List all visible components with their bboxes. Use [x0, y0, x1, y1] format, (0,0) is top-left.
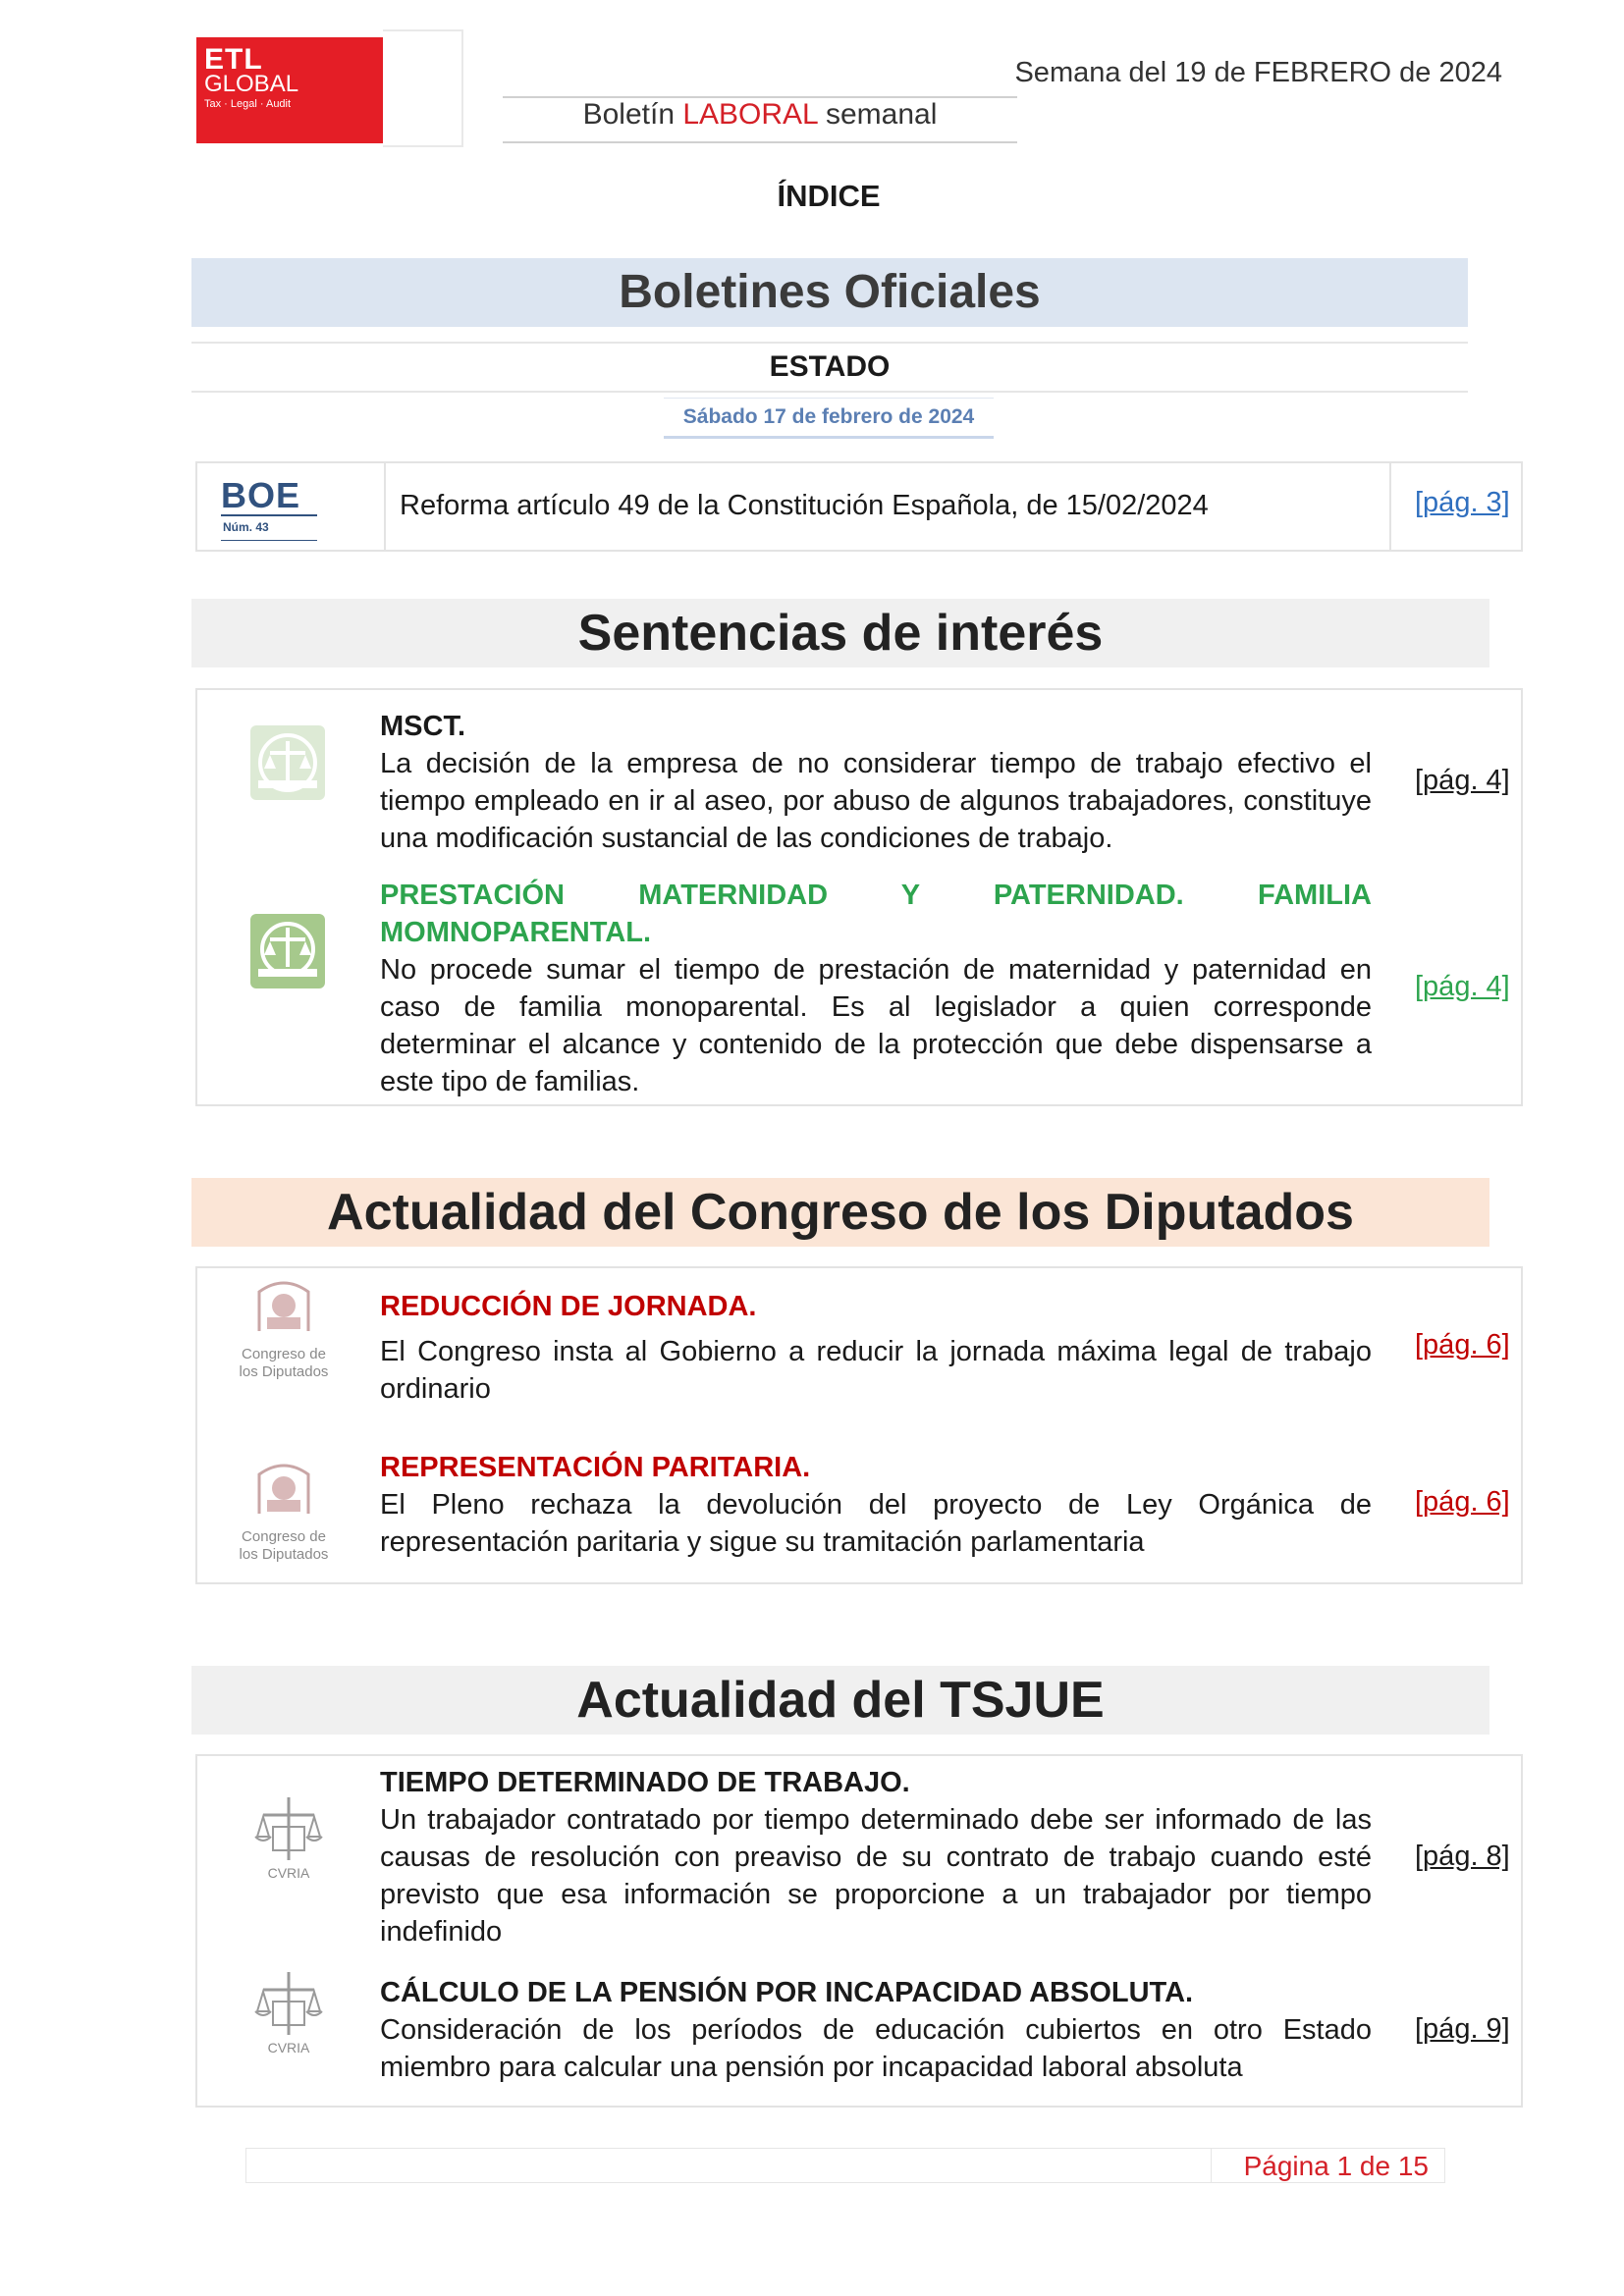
boe-logo: BOE [221, 475, 301, 515]
boe-date: Sábado 17 de febrero de 2024 [664, 398, 994, 439]
congreso-1-body: El Congreso insta al Gobierno a reducir la jornada máxima legal de trabajo ordinario [380, 1336, 1372, 1405]
estado-heading: ESTADO [191, 342, 1468, 393]
tsjue-2-body: Consideración de los períodos de educación cubiertos en otro Estado miembro para calcular una pensión por incapacidad laboral absoluta [380, 2014, 1372, 2083]
page-number: Página 1 de 15 [1243, 2151, 1429, 2181]
congreso-caption-1: Congreso de los Diputados [239, 1346, 329, 1380]
congreso-2-heading: REPRESENTACIÓN PARITARIA. [380, 1452, 811, 1483]
congreso-logo-1 [235, 1272, 333, 1400]
tsjue-box [195, 1754, 1523, 2108]
tsjue-2-page-link[interactable]: [pág. 9] [1415, 2013, 1510, 2045]
section-congreso-title: Actualidad del Congreso de los Diputados [191, 1178, 1489, 1247]
sentencia-1-heading: MSCT. [380, 711, 465, 742]
boletin-prefix: Boletín [582, 98, 683, 131]
cvria-caption-1: CVRIA [267, 1865, 310, 1881]
page-footer [245, 2148, 1445, 2183]
boe-number: Núm. 43 [223, 520, 269, 534]
section-sentencias-title: Sentencias de interés [191, 599, 1489, 667]
sentencia-item-2 [380, 877, 1372, 1100]
logo-line-3: Tax · Legal · Audit [204, 98, 292, 110]
scales-of-justice-icon-2 [248, 912, 327, 990]
congreso-item-1 [380, 1288, 1372, 1408]
congreso-logo-2 [235, 1455, 333, 1582]
tsjue-1-body: Un trabajador contratado por tiempo determinado debe ser informado de las causas de resolución con preaviso de su contrato de trabajo cuando esté previsto que esa información se proporcione a un trabajador por tiempo indefinido [380, 1804, 1372, 1948]
sentencia-2-body: No procede sumar el tiempo de prestación de maternidad y paternidad en caso de familia monoparental. Es al legislador a quien corresponde determinar el alcance y contenido de la protección que debe dispensarse a este tipo de familias. [380, 954, 1372, 1097]
boe-item-text: Reforma artículo 49 de la Constitución Española, de 15/02/2024 [400, 490, 1209, 521]
cvria-emblem-icon-2 [249, 1966, 328, 2045]
sentencias-box [195, 688, 1523, 1106]
section-tsjue-title: Actualidad del TSJUE [191, 1666, 1489, 1735]
tsjue-1-heading: TIEMPO DETERMINADO DE TRABAJO. [380, 1767, 910, 1798]
boe-page-link[interactable]: [pág. 3] [1415, 487, 1510, 518]
congreso-caption-2: Congreso de los Diputados [239, 1528, 329, 1563]
logo-line-2: GLOBAL [204, 71, 299, 97]
week-label: Semana del 19 de FEBRERO de 2024 [1014, 57, 1502, 88]
etl-global-logo [196, 37, 383, 143]
congreso-2-page-link[interactable]: [pág. 6] [1415, 1486, 1510, 1518]
scales-of-justice-icon [248, 723, 327, 802]
sentencia-2-page-link[interactable]: [pág. 4] [1415, 971, 1510, 1002]
boletin-highlight: LABORAL [682, 98, 818, 131]
congreso-emblem-icon [249, 1272, 318, 1341]
congreso-2-body: El Pleno rechaza la devolución del proyecto de Ley Orgánica de representación paritaria y sigue su tramitación parlamentaria [380, 1489, 1372, 1558]
cvria-logo-1 [244, 1791, 333, 1890]
tsjue-item-2 [380, 1974, 1372, 2086]
congreso-1-page-link[interactable]: [pág. 6] [1415, 1329, 1510, 1361]
congreso-emblem-icon-2 [249, 1455, 318, 1523]
cvria-emblem-icon [249, 1791, 328, 1870]
sentencia-1-page-link[interactable]: [pág. 4] [1415, 765, 1510, 796]
header-divider-bottom [503, 141, 1017, 143]
tsjue-item-1 [380, 1764, 1372, 1950]
section-boletines-title: Boletines Oficiales [191, 258, 1468, 327]
cvria-logo-2 [244, 1966, 333, 2064]
tsjue-2-heading: CÁLCULO DE LA PENSIÓN POR INCAPACIDAD ABSOLUTA. [380, 1977, 1194, 2008]
boletin-suffix: semanal [817, 98, 938, 131]
index-heading: ÍNDICE [777, 179, 881, 213]
boe-item-box [195, 461, 1523, 552]
congreso-1-heading: REDUCCIÓN DE JORNADA. [380, 1291, 757, 1322]
boletin-title [503, 98, 1017, 132]
sentencia-1-body: La decisión de la empresa de no considerar tiempo de trabajo efectivo el tiempo empleado en ir al aseo, por abuso de algunos trabajadores, constituye una modificación sustancial de las condiciones de trabajo. [380, 748, 1372, 854]
logo-line-1: ETL [204, 43, 263, 76]
boe-logo-cell [197, 463, 386, 550]
sentencia-2-heading: PRESTACIÓN MATERNIDAD Y PATERNIDAD. FAMILIA MOMNOPARENTAL. [380, 880, 1372, 948]
tsjue-1-page-link[interactable]: [pág. 8] [1415, 1841, 1510, 1872]
cvria-caption-2: CVRIA [267, 2040, 310, 2056]
congreso-item-2 [380, 1449, 1372, 1561]
congreso-box [195, 1266, 1523, 1584]
sentencia-item-1 [380, 708, 1372, 857]
